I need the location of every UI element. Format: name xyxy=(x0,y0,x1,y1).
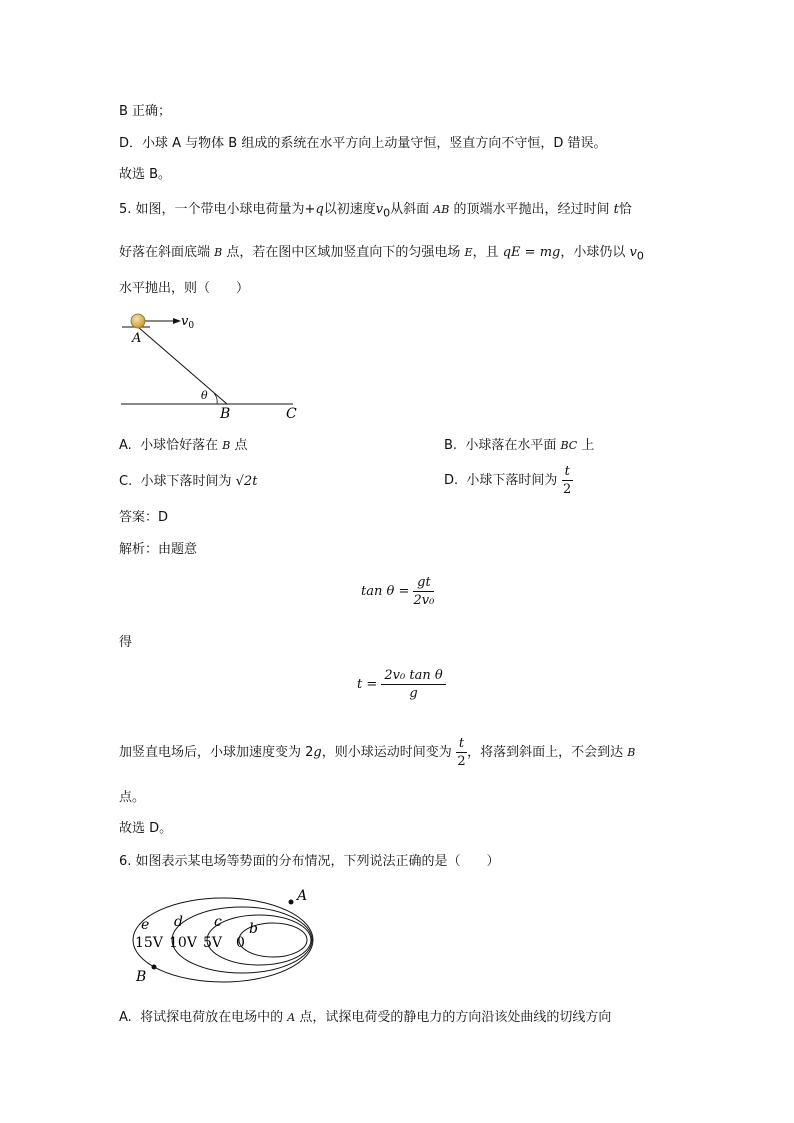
q5-option-d[interactable]: D. 小球下落时间为 $\frac{t}{2}$ xyxy=(444,464,572,497)
label-A: A xyxy=(297,888,308,904)
label-0: 0 xyxy=(236,935,245,951)
label-B: B xyxy=(136,969,147,985)
q5-stem-line-3: 水平抛出，则（ ） xyxy=(119,281,250,296)
label-15V: 15V xyxy=(135,935,163,951)
label-B: B xyxy=(220,406,231,422)
velocity-arrowhead xyxy=(173,318,181,324)
label-10V: 10V xyxy=(169,935,197,951)
q6-equipotential-figure xyxy=(125,882,330,992)
label-A: A xyxy=(132,331,142,346)
label-5V: 5V xyxy=(203,935,223,951)
point-B xyxy=(152,965,157,970)
label-v0: $v_0$ xyxy=(181,314,195,331)
q5-option-c[interactable]: C. 小球下落时间为 √2t xyxy=(119,474,258,489)
point-A xyxy=(289,900,294,905)
surface-c xyxy=(207,915,311,965)
q5-stem-line-1: 5. 如图，一个带电小球电荷量为+q以初速度$v_0$从斜面 AB 的顶端水平抛出，经过时间 t恰 xyxy=(119,202,632,220)
q5-option-b[interactable]: B. 小球落在水平面 BC 上 xyxy=(444,438,595,453)
q6-option-a[interactable]: A. 将试探电荷放在电场中的 A 点，试探电荷受的静电力的方向沿该处曲线的切线方向 xyxy=(119,1010,612,1025)
label-C: C xyxy=(286,406,297,422)
q5-after-field: 加竖直电场后，小球加速度变为 2g，则小球运动时间变为 $\frac{t}{2}$ ，将落到斜面上，不会到达 B xyxy=(119,736,636,769)
prev-b-correct: B 正确； xyxy=(119,104,172,119)
charged-ball xyxy=(131,314,145,328)
q5-stem-line-2: 好落在斜面底端 B 点，若在图中区域加竖直向下的匀强电场 E，且 qE = mg，小球仍以 $v_0$ xyxy=(119,245,644,263)
q5-analysis-intro: 解析：由题意 xyxy=(119,542,198,557)
q5-after-field-end: 点。 xyxy=(119,790,146,805)
q5-choose: 故选 D。 xyxy=(119,821,173,836)
label-c: c xyxy=(214,914,222,930)
q5-incline-figure xyxy=(115,308,315,426)
q5-de: 得 xyxy=(119,635,133,650)
incline-line xyxy=(138,327,227,404)
q5-answer: 答案：D xyxy=(119,510,169,525)
q5-equation-2: t = $\frac{\text{2v₀ tan θ}}{g}$ xyxy=(357,667,446,702)
label-d: d xyxy=(174,914,183,930)
label-b: b xyxy=(249,921,258,937)
q6-stem: 6. 如图表示某电场等势面的分布情况，下列说法正确的是（ ） xyxy=(119,854,500,869)
prev-option-d-explanation: D．小球 A 与物体 B 组成的系统在水平方向上动量守恒，竖直方向不守恒，D 错误。 xyxy=(119,136,607,151)
label-e: e xyxy=(141,917,150,933)
prev-choose: 故选 B。 xyxy=(119,167,172,182)
label-theta: θ xyxy=(201,389,208,402)
q5-equation-1: tan θ = $\frac{gt}{\text{2v₀}}$ xyxy=(361,575,435,608)
q5-option-a[interactable]: A. 小球恰好落在 B 点 xyxy=(119,438,248,453)
